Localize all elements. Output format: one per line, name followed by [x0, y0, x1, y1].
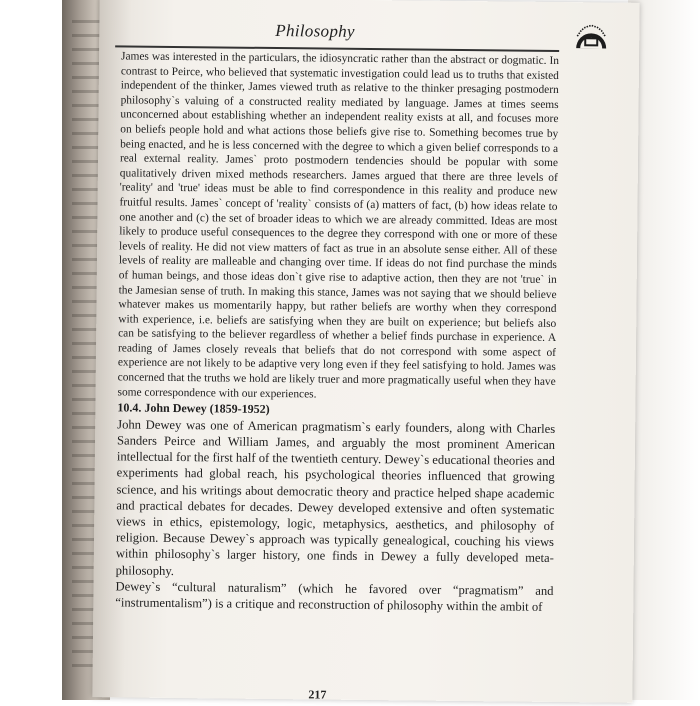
dewey-section [115, 416, 555, 615]
james-paragraph: James was interested in the particulars, the idiosyncratic rather than the abstract or dogmatic. In contrast to Peirce, who believed that systematic investigation could lead us to truths that existed independent of the thinker, James viewed truth as relative to the thinker presaging postmodern philosophy`s valuing of a constructed reality mediated by language. James at times seems unconcerned about establishing whether an independent reality exists at all, and focuses more on beliefs people hold and what actions those beliefs give rise to. Something becomes true by being enacted, and he is less concerned with the degree to which a given belief corresponds to a real external reality. James` proto postmodern tendencies should be popular with some qualitatively driven mixed methods researchers. James argued that there are three levels of 'reality' and 'true' ideas must be able to find correspondence in this reality and produce new fruitful results. James` concept of 'reality` consists of (a) matters of fact, (b) how ideas relate to one another and (c) the set of broader ideas to which we are already committed. Ideas are most likely to produce useful consequences to the degree they correspond with one or more of these levels of reality. He did not view matters of fact as true in an absolute sense either. All of these levels of reality are malleable and changing over time. If ideas do not find purchase the minds of human beings, and those ideas don`t give rise to adaptive action, then they are not 'true` in the Jamesian sense of truth. In making this stance, James was not saying that we should believe whatever makes us momentarily happy, but rather beliefs are worthy when they correspond with experience, i.e. beliefs are satisfying when they are built on experience; but beliefs also can be satisfying to the believer regardless of whether a belief finds purchase in experience. A reading of James closely reveals that beliefs that do not correspond with some aspect of experience are not likely to be adaptive very long even if they feel satisfying to hold. James was concerned that the truths we hold are likely truer and more pragmatically useful when they have some correspondence with our experiences. [117, 50, 560, 401]
publisher-emblem-icon [573, 20, 609, 50]
section-heading: 10.4. John Dewey (1859-1952) [117, 400, 270, 417]
book-page [92, 0, 639, 703]
page-body [115, 49, 559, 615]
page-number: 217 [308, 687, 327, 702]
running-title: Philosophy [275, 21, 355, 41]
dewey-paragraph-2: Dewey`s “cultural naturalism” (which he favored over “pragmatism” and “instrumentalism”) is a critique and reconstruction of philosophy within the ambit of [115, 579, 554, 614]
dewey-paragraph-1: John Dewey was one of American pragmatism`s early founders, along with Charles Sanders Peirce and William James, and arguably the most prominent American intellectual for the first half of the twentieth century. Dewey`s educational theories and experiments had global reach, his psychological theories influenced that growing science, and his writings about democratic theory and practice helped shape academic and practical debates for decades. Dewey developed extensive and often systematic views in ethics, epistemology, logic, metaphysics, aesthetics, and philosophy of religion. Because Dewey`s approach was typically genealogical, couching his views within philosophy`s larger history, one finds in Dewey a fully developed meta-philosophy. [115, 417, 556, 578]
background-surface [628, 0, 700, 700]
